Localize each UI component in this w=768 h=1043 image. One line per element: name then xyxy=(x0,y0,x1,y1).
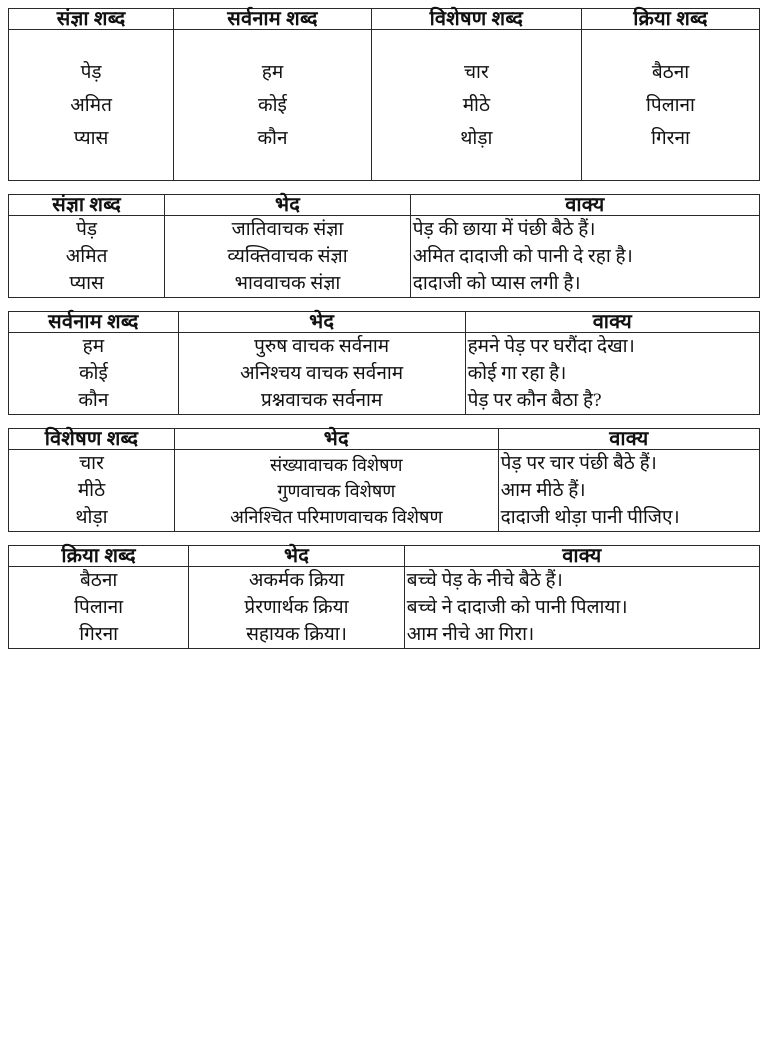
word-item: मीठे xyxy=(77,480,106,501)
cell-bhed xyxy=(174,450,498,532)
word-item: पेड़ xyxy=(76,219,98,240)
cell-bhed xyxy=(178,333,465,415)
table-row xyxy=(9,216,760,298)
bhed-item: प्रेरणार्थक क्रिया xyxy=(244,597,349,618)
word-item: बैठना xyxy=(651,61,690,83)
word-item: कौन xyxy=(78,390,109,411)
table-header-row xyxy=(9,429,760,450)
column-header-word: सर्वनाम शब्द xyxy=(9,312,179,333)
vakya-item: दादाजी को प्यास लगी है। xyxy=(412,273,581,294)
bhed-item: अकर्मक क्रिया xyxy=(248,570,345,591)
bhed-item: संख्यावाचक विशेषण xyxy=(270,454,403,475)
cell-words xyxy=(9,333,179,415)
bhed-item: अनिश्चित परिमाणवाचक विशेषण xyxy=(230,506,443,527)
column-header-kriya: क्रिया शब्द xyxy=(581,9,759,30)
bhed-item: जातिवाचक संज्ञा xyxy=(231,219,344,240)
vakya-item: आम मीठे हैं। xyxy=(500,480,586,501)
word-item: थोड़ा xyxy=(460,127,493,149)
bhed-item: प्रश्नवाचक सर्वनाम xyxy=(260,390,383,411)
word-item: कोई xyxy=(78,363,108,384)
bhed-item: अनिश्चय वाचक सर्वनाम xyxy=(240,363,404,384)
bhed-item: सहायक क्रिया। xyxy=(246,624,347,645)
cell-words xyxy=(9,567,189,649)
cell-sangya-words xyxy=(9,30,174,181)
vakya-item: कोई गा रहा है। xyxy=(467,363,567,384)
sarvanam-detail-table xyxy=(8,311,760,415)
table-header-row xyxy=(9,9,760,30)
column-header-sarvanam: सर्वनाम शब्द xyxy=(174,9,372,30)
cell-vakya xyxy=(410,216,759,298)
column-header-sangya: संज्ञा शब्द xyxy=(9,9,174,30)
bhed-item: पुरुष वाचक सर्वनाम xyxy=(254,336,390,357)
table-row xyxy=(9,450,760,532)
cell-vakya xyxy=(465,333,759,415)
word-item: मीठे xyxy=(462,94,491,116)
word-item: कोई xyxy=(258,94,287,116)
table-row xyxy=(9,567,760,649)
column-header-word: क्रिया शब्द xyxy=(9,546,189,567)
word-item: चार xyxy=(463,61,489,83)
column-header-vakya: वाक्य xyxy=(410,195,759,216)
column-header-vakya: वाक्य xyxy=(498,429,759,450)
word-item: बैठना xyxy=(79,570,118,591)
word-item: हम xyxy=(82,336,105,357)
word-item: चार xyxy=(79,453,104,474)
vakya-item: दादाजी थोड़ा पानी पीजिए। xyxy=(500,507,680,528)
word-item: पिलाना xyxy=(74,597,124,618)
column-header-word: संज्ञा शब्द xyxy=(9,195,165,216)
vakya-item: बच्चे ने दादाजी को पानी पिलाया। xyxy=(406,597,628,618)
word-item: कौन xyxy=(257,127,288,149)
cell-vakya xyxy=(498,450,759,532)
word-item: गिरना xyxy=(651,127,690,149)
cell-bhed xyxy=(189,567,405,649)
cell-words xyxy=(9,450,175,532)
sangya-detail-table xyxy=(8,194,760,298)
cell-sarvanam-words xyxy=(174,30,372,181)
word-item: प्यास xyxy=(73,127,109,149)
table-header-row xyxy=(9,312,760,333)
cell-words xyxy=(9,216,165,298)
kriya-detail-table xyxy=(8,545,760,649)
column-header-bhed: भेद xyxy=(174,429,498,450)
column-header-vakya: वाक्य xyxy=(404,546,759,567)
word-item: हम xyxy=(261,61,284,83)
cell-visheshan-words xyxy=(371,30,581,181)
word-item: अमित xyxy=(70,94,112,116)
word-item: थोड़ा xyxy=(75,507,108,528)
cell-kriya-words xyxy=(581,30,759,181)
vakya-item: पेड़ की छाया में पंछी बैठे हैं। xyxy=(412,219,596,240)
table-header-row xyxy=(9,546,760,567)
column-header-word: विशेषण शब्द xyxy=(9,429,175,450)
word-item: प्यास xyxy=(69,273,104,294)
bhed-item: गुणवाचक विशेषण xyxy=(277,480,396,501)
bhed-item: भाववाचक संज्ञा xyxy=(234,273,341,294)
vakya-item: अमित दादाजी को पानी दे रहा है। xyxy=(412,246,633,267)
vakya-item: पेड़ पर कौन बैठा है? xyxy=(467,390,602,411)
cell-bhed xyxy=(165,216,411,298)
column-header-bhed: भेद xyxy=(189,546,405,567)
word-class-summary-table xyxy=(8,8,760,181)
cell-vakya xyxy=(404,567,759,649)
table-row xyxy=(9,30,760,181)
word-item: अमित xyxy=(65,246,108,267)
vakya-item: हमने पेड़ पर घरौंदा देखा। xyxy=(467,336,635,357)
bhed-item: व्यक्तिवाचक संज्ञा xyxy=(227,246,348,267)
column-header-vakya: वाक्य xyxy=(465,312,759,333)
vakya-item: आम नीचे आ गिरा। xyxy=(406,624,535,645)
word-item: गिरना xyxy=(79,624,119,645)
word-item: पिलाना xyxy=(646,94,695,116)
table-row xyxy=(9,333,760,415)
column-header-bhed: भेद xyxy=(178,312,465,333)
vakya-item: बच्चे पेड़ के नीचे बैठे हैं। xyxy=(406,570,563,591)
column-header-visheshan: विशेषण शब्द xyxy=(371,9,581,30)
visheshan-detail-table xyxy=(8,428,760,532)
vakya-item: पेड़ पर चार पंछी बैठे हैं। xyxy=(500,453,657,474)
column-header-bhed: भेद xyxy=(165,195,411,216)
word-item: पेड़ xyxy=(80,61,102,83)
table-header-row xyxy=(9,195,760,216)
